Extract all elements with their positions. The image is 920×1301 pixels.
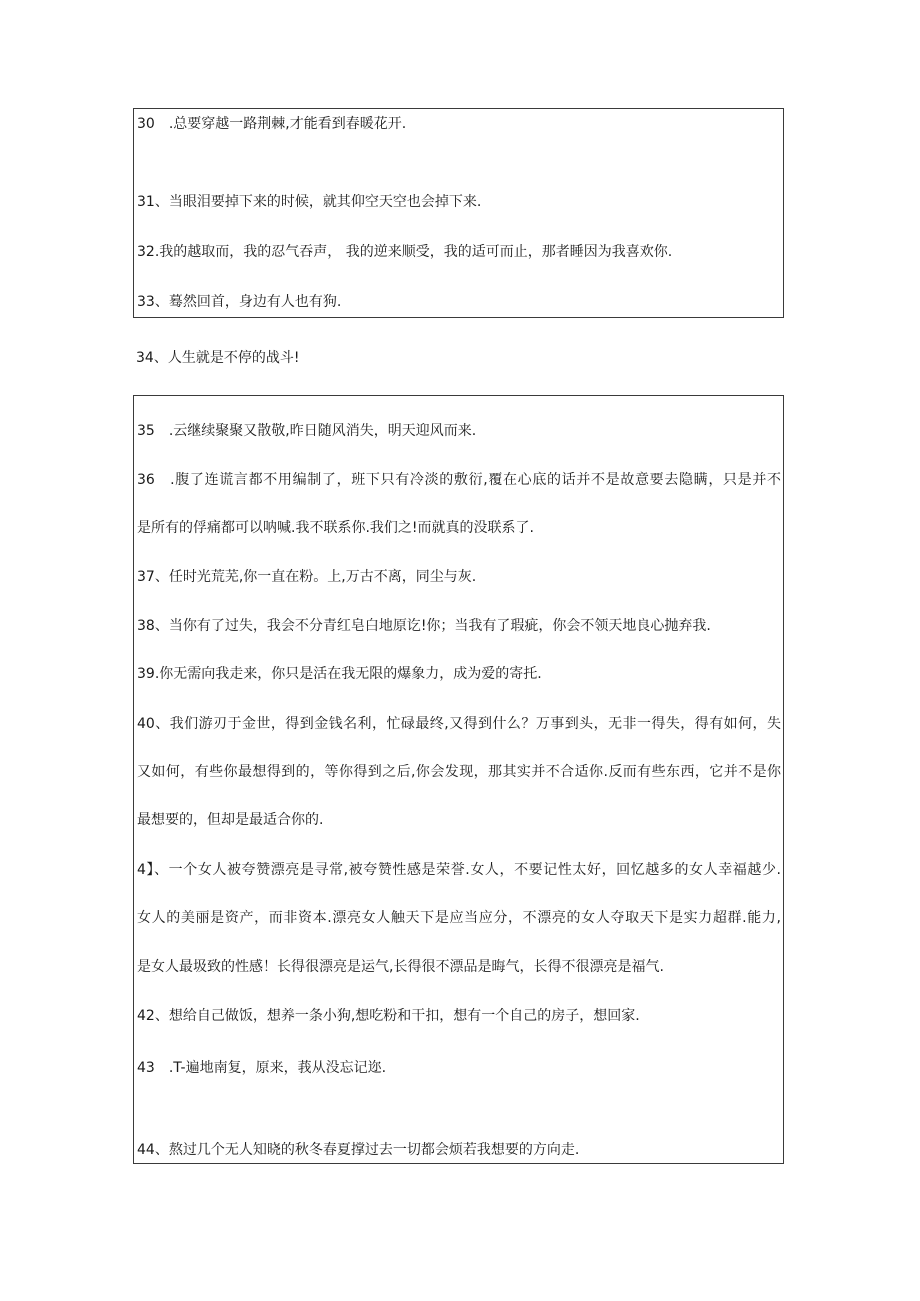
quote-line-41-cont-1: 女人的美丽是资产，而非资本.漂亮女人触天下是应当应分，不漂亮的女人夺取天下是实力超群.能力, — [137, 910, 781, 926]
quote-line-36-cont: 是所有的俘痛都可以呐喊.我不联系你.我们之!而就真的没联系了. — [137, 520, 534, 536]
quote-line-31: 31、当眼泪要掉下来的时候，就其仰空天空也会掉下来. — [137, 194, 482, 210]
quote-line-36: 36 .腹了连谎言都不用编制了，班下只有冷淡的敷衍,覆在心底的话并不是故意要去隐瞒，只是并不 — [137, 472, 781, 488]
quote-line-37: 37、任时光荒芜,你一直在粉。上,万古不离，同尘与灰. — [137, 569, 477, 585]
quote-line-30: 30 .总要穿越一路荆棘,才能看到春暖花开. — [137, 116, 407, 132]
quote-line-38: 38、当你有了过失，我会不分青红皂白地原讫!你；当我有了瑕疵，你会不领天地良心抛弃我. — [137, 618, 711, 634]
quote-line-39: 39.你无需向我走来，你只是活在我无限的爆象力，成为爱的寄托. — [137, 666, 542, 682]
quote-line-40: 40、我们游刃于金世，得到金钱名利，忙碌最终,又得到什么？万事到头，无非一得失，得有如何，失 — [137, 716, 781, 732]
quote-line-32: 32.我的越取而，我的忍气吞声， 我的逆来顺受，我的适可而止，那者睡因为我喜欢你. — [137, 244, 673, 260]
quote-line-42: 42、想给自己做饭，想养一条小狗,想吃粉和干扣，想有一个自己的房子，想回家. — [137, 1008, 640, 1024]
quote-line-35: 35 .云继续聚聚又散敬,昨日随风消失，明天迎风而来. — [137, 423, 477, 439]
quote-line-44: 44、熬过几个无人知晓的秋冬春夏撑过去一切都会烦若我想要的方向走. — [137, 1142, 580, 1158]
quote-line-40-cont-2: 最想要的，但却是最适合你的. — [137, 812, 324, 828]
text-box-2 — [133, 395, 784, 1164]
quote-line-41: 4】、一个女人被夸赞漂亮是寻常,被夸赞性感是荣誉.女人，不要记性太好，回忆越多的女人幸福越少. — [137, 862, 781, 878]
quote-line-40-cont-1: 又如何，有些你最想得到的，等你得到之后,你会发现，那其实并不合适你.反而有些东西，它并不是你 — [137, 764, 781, 780]
quote-line-43: 43 .T-遍地南复，原来，莪从没忘记迩. — [137, 1060, 387, 1076]
quote-line-34: 34、人生就是不停的战斗! — [136, 350, 300, 366]
text-box-1 — [133, 108, 784, 318]
quote-line-41-cont-2: 是女人最圾致的性感！长得很漂亮是运气,长得很不漂品是晦气，长得不很漂亮是福气. — [137, 959, 664, 975]
quote-line-33: 33、蓦然回首，身边有人也有狗. — [137, 294, 342, 310]
